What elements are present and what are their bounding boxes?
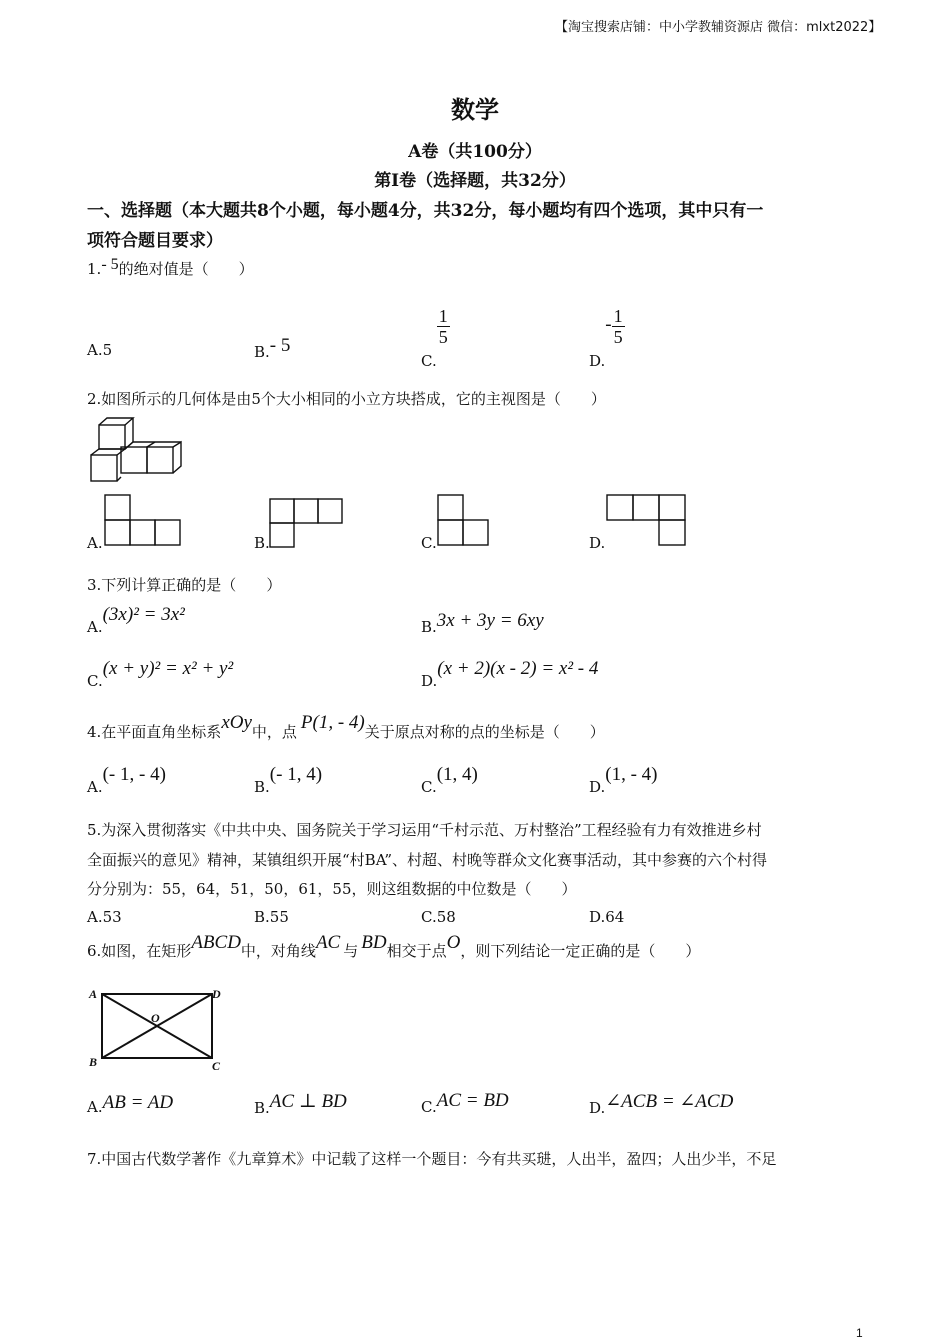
question-1 [87,258,254,279]
q1-expression: - 5 [101,256,119,273]
q4-point: P(1, - 4) [300,712,365,733]
question-3: 3.下列计算正确的是（ ） [87,576,282,594]
header-note: 【淘宝搜索店铺：中小学教辅资源店 微信：mlxt2022】 [555,20,882,35]
q2-option-d[interactable]: D. [589,534,606,552]
q1-option-c[interactable]: C. $\frac{1}{5}$ [421,306,448,370]
q6-fig-label-d: D [212,987,221,1001]
page-number: 1 [856,1326,863,1340]
q3-option-d[interactable]: D.(x + 2)(x - 2) = x² - 4 [421,658,599,690]
subtitle-a: A卷（共100分） [408,142,542,162]
q4-option-b[interactable]: B.(- 1, 4) [254,764,323,796]
question-4: 4.在平面直角坐标系xOy中，点 P(1, - 4)关于原点对称的点的坐标是（ ） [87,712,605,741]
q6-option-a[interactable]: A.AB = AD [87,1092,174,1116]
q3-option-b[interactable]: B.3x + 3y = 6xy [421,610,544,636]
q6-fig-label-o: O [151,1011,160,1025]
question-5-line2: 全面振兴的意见》精神，某镇组织开展“村BA”、村超、村晚等群众文化赛事活动，其中参赛的六个村得 [87,851,767,869]
q6-option-b[interactable]: B.AC ⊥ BD [254,1091,347,1117]
question-6: 6.如图，在矩形ABCD中，对角线AC 与 BD相交于点O，则下列结论一定正确的是（ ） [87,932,701,960]
q2-option-a-view[interactable] [104,494,182,548]
question-7: 7.中国古代数学著作《九章算术》中记载了这样一个题目：今有共买琎，人出半，盈四；人出少半，不足 [87,1150,777,1168]
q6-rectangle-figure [86,982,228,1072]
q4-option-a[interactable]: A.(- 1, - 4) [87,764,166,796]
q2-option-a[interactable]: A. [87,534,103,552]
section-heading-line1: 一、选择题（本大题共8个小题，每小题4分，共32分，每小题均有四个选项，其中只有一 [87,201,764,221]
q6-option-c[interactable]: C.AC = BD [421,1090,509,1116]
q6-fig-label-c: C [212,1059,221,1072]
q5-option-a[interactable]: A.53 [87,908,122,926]
q2-option-d-view[interactable] [606,494,686,548]
q2-solid-figure [88,414,188,486]
section-heading-line2: 项符合题目要求） [87,231,223,251]
q6-option-d[interactable]: D.∠ACB = ∠ACD [589,1091,734,1117]
q1-option-b[interactable]: B.- 5 [254,335,291,361]
q1-text: 的绝对值是（ ） [118,260,254,278]
q2-option-c-view[interactable] [437,494,491,548]
q2-option-b[interactable]: B. [254,534,270,552]
question-5-line1: 5.为深入贯彻落实《中共中央、国务院关于学习运用“千村示范、万村整治”工程经验有力有效推进乡村 [87,821,762,839]
q3-option-c[interactable]: C.(x + y)² = x² + y² [87,658,234,690]
q1-option-a[interactable]: A.5 [87,341,113,359]
q2-option-c[interactable]: C. [421,534,437,552]
page-title: 数学 [451,95,499,124]
q6-fig-label-b: B [89,1055,98,1069]
question-2: 2.如图所示的几何体是由5个大小相同的小立方块搭成，它的主视图是（ ） [87,390,606,408]
q2-option-b-view[interactable] [269,498,343,548]
q5-option-b[interactable]: B.55 [254,908,289,926]
q6-fig-label-a: A [89,987,98,1001]
q4-coordinate-system: xOy [221,712,252,733]
q1-option-d[interactable]: D.- $\frac{1}{5}$ [589,306,623,370]
q5-option-d[interactable]: D.64 [589,908,625,926]
q1-number: 1. [87,260,102,278]
q4-option-c[interactable]: C.(1, 4) [421,764,478,796]
q3-option-a[interactable]: A.(3x)² = 3x² [87,604,185,636]
question-5-line3: 分分别为：55，64，51，50，61，55，则这组数据的中位数是（ ） [87,880,577,898]
q4-option-d[interactable]: D.(1, - 4) [589,764,658,796]
q5-option-c[interactable]: C.58 [421,908,456,926]
subtitle-b: 第I卷（选择题，共32分） [374,171,576,191]
